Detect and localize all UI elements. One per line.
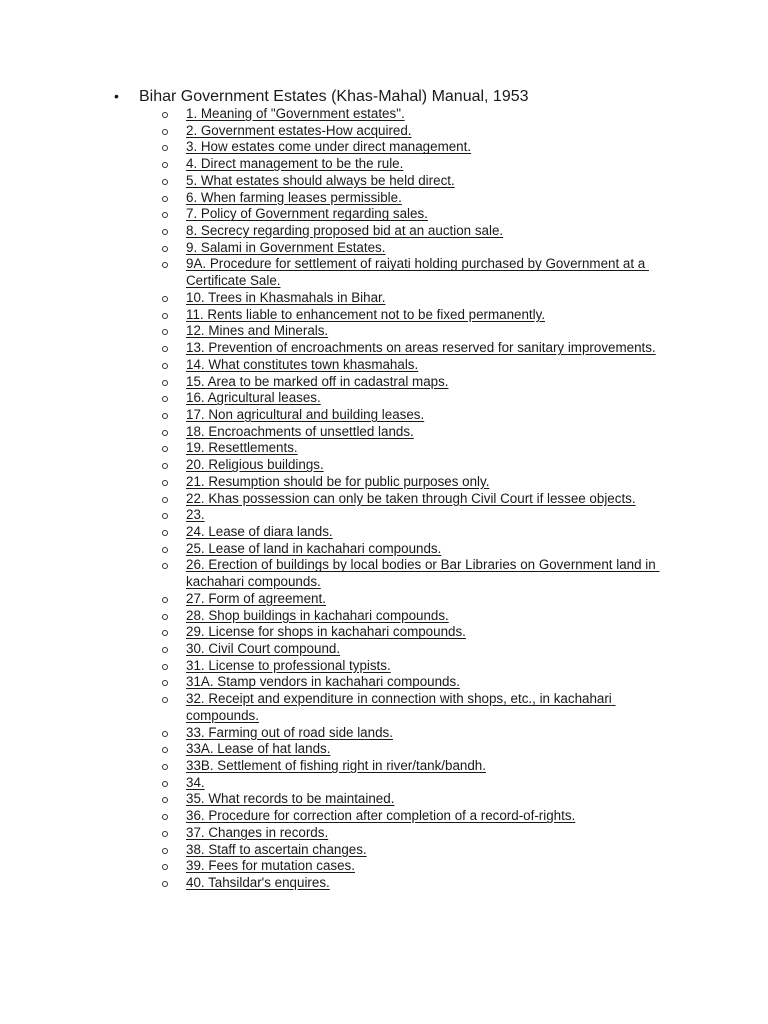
list-item (160, 791, 680, 808)
section-link[interactable]: 18. Encroachments of unsettled lands. (186, 423, 414, 439)
circle-bullet-icon (162, 848, 168, 854)
circle-bullet-icon (162, 497, 168, 503)
list-item (160, 524, 680, 541)
circle-bullet-icon (162, 446, 168, 452)
circle-bullet-icon (162, 346, 168, 352)
section-link[interactable]: 33A. Lease of hat lands. (186, 741, 331, 757)
circle-bullet-icon (162, 262, 168, 268)
list-item (160, 591, 680, 608)
circle-bullet-icon (162, 747, 168, 753)
list-item (160, 875, 680, 892)
section-link[interactable]: 40. Tahsildar's enquires. (186, 875, 330, 891)
circle-bullet-icon (162, 329, 168, 335)
section-link[interactable]: 25. Lease of land in kachahari compounds. (186, 540, 442, 556)
circle-bullet-icon (162, 145, 168, 151)
section-link[interactable]: 34. (186, 774, 205, 790)
section-link[interactable]: 22. Khas possession can only be taken through Civil Court if lessee objects. (186, 490, 636, 506)
section-link[interactable]: 5. What estates should always be held direct. (186, 172, 455, 188)
list-item (160, 156, 680, 173)
circle-bullet-icon (162, 781, 168, 787)
list-item (160, 374, 680, 391)
section-link[interactable]: 8. Secrecy regarding proposed bid at an auction sale. (186, 223, 504, 239)
list-item (160, 808, 680, 825)
list-item (160, 240, 680, 257)
list-item (160, 390, 680, 407)
list-item (160, 491, 680, 508)
section-link[interactable]: 27. Form of agreement. (186, 590, 326, 606)
circle-bullet-icon (162, 463, 168, 469)
list-item (160, 139, 680, 156)
list-item (160, 825, 680, 842)
section-link[interactable]: 37. Changes in records. (186, 824, 329, 840)
section-link[interactable]: 7. Policy of Government regarding sales. (186, 206, 428, 222)
circle-bullet-icon (162, 881, 168, 887)
section-link[interactable]: 26. Erection of buildings by local bodies or Bar Libraries on Government land in kachahari compounds. (186, 557, 660, 590)
bullet-icon: • (114, 88, 119, 104)
list-item (160, 457, 680, 474)
section-link[interactable]: 10. Trees in Khasmahals in Bihar. (186, 289, 386, 305)
circle-bullet-icon (162, 229, 168, 235)
circle-bullet-icon (162, 363, 168, 369)
list-item (160, 674, 680, 691)
section-link[interactable]: 20. Religious buildings. (186, 457, 324, 473)
section-link[interactable]: 3. How estates come under direct management. (186, 139, 472, 155)
section-link[interactable]: 21. Resumption should be for public purposes only. (186, 473, 490, 489)
circle-bullet-icon (162, 296, 168, 302)
section-link[interactable]: 9. Salami in Government Estates. (186, 239, 386, 255)
section-link[interactable]: 6. When farming leases permissible. (186, 189, 402, 205)
list-item (160, 357, 680, 374)
section-link[interactable]: 39. Fees for mutation cases. (186, 858, 355, 874)
section-link[interactable]: 33B. Settlement of fishing right in river/tank/bandh. (186, 758, 486, 774)
circle-bullet-icon (162, 731, 168, 737)
section-link[interactable]: 19. Resettlements. (186, 440, 298, 456)
circle-bullet-icon (162, 864, 168, 870)
list-item (160, 474, 680, 491)
list-item (160, 741, 680, 758)
circle-bullet-icon (162, 647, 168, 653)
list-item (160, 858, 680, 875)
circle-bullet-icon (162, 764, 168, 770)
section-link[interactable]: 16. Agricultural leases. (186, 390, 321, 406)
list-item (160, 190, 680, 207)
list-item (160, 123, 680, 140)
circle-bullet-icon (162, 430, 168, 436)
list-item (160, 691, 680, 724)
circle-bullet-icon (162, 212, 168, 218)
section-link[interactable]: 36. Procedure for correction after completion of a record-of-rights. (186, 808, 576, 824)
section-link[interactable]: 17. Non agricultural and building leases. (186, 406, 425, 422)
list-item (160, 608, 680, 625)
list-item (160, 323, 680, 340)
section-link[interactable]: 2. Government estates-How acquired. (186, 122, 412, 138)
circle-bullet-icon (162, 129, 168, 135)
list-item (160, 658, 680, 675)
circle-bullet-icon (162, 179, 168, 185)
section-link[interactable]: 32. Receipt and expenditure in connection with shops, etc., in kachahari compounds. (186, 691, 616, 723)
section-link[interactable]: 35. What records to be maintained. (186, 791, 395, 807)
circle-bullet-icon (162, 162, 168, 168)
list-item (160, 541, 680, 558)
list-item (160, 557, 680, 590)
circle-bullet-icon (162, 630, 168, 636)
section-link[interactable]: 30. Civil Court compound. (186, 641, 341, 656)
section-link[interactable]: 29. License for shops in kachahari compounds. (186, 624, 466, 640)
section-link[interactable]: 23. (186, 507, 205, 523)
circle-bullet-icon (162, 597, 168, 603)
list-item (160, 173, 680, 190)
section-link[interactable]: 4. Direct management to be the rule. (186, 156, 404, 172)
section-link[interactable]: 9A. Procedure for settlement of raiyati holding purchased by Government at a Certificate Sale. (186, 256, 649, 289)
circle-bullet-icon (162, 380, 168, 386)
list-item (160, 307, 680, 324)
section-link[interactable]: 38. Staff to ascertain changes. (186, 841, 367, 857)
circle-bullet-icon (162, 313, 168, 319)
list-item (160, 725, 680, 742)
section-link[interactable]: 14. What constitutes town khasmahals. (186, 356, 419, 372)
section-link[interactable]: 24. Lease of diara lands. (186, 523, 333, 539)
circle-bullet-icon (162, 513, 168, 519)
circle-bullet-icon (162, 814, 168, 820)
section-link[interactable]: 33. Farming out of road side lands. (186, 724, 393, 740)
section-link[interactable]: 28. Shop buildings in kachahari compounds. (186, 607, 449, 623)
circle-bullet-icon (162, 547, 168, 553)
list-item (160, 842, 680, 859)
list-item (160, 641, 680, 658)
circle-bullet-icon (162, 664, 168, 670)
circle-bullet-icon (162, 697, 168, 703)
section-link[interactable]: 31. License to professional typists. (186, 657, 391, 673)
circle-bullet-icon (162, 831, 168, 837)
list-item (160, 624, 680, 641)
circle-bullet-icon (162, 530, 168, 536)
page-title: Bihar Government Estates (Khas-Mahal) Manual, 1953 (139, 88, 529, 105)
list-item (160, 223, 680, 240)
circle-bullet-icon (162, 614, 168, 620)
section-link[interactable]: 13. Prevention of encroachments on areas reserved for sanitary improvements. (186, 340, 656, 356)
section-list (160, 106, 680, 892)
list-item (160, 206, 680, 223)
section-link[interactable]: 12. Mines and Minerals. (186, 323, 329, 339)
list-item (160, 290, 680, 307)
list-item (160, 440, 680, 457)
circle-bullet-icon (162, 563, 168, 569)
circle-bullet-icon (162, 196, 168, 202)
circle-bullet-icon (162, 396, 168, 402)
section-link[interactable]: 1. Meaning of "Government estates". (186, 106, 405, 121)
circle-bullet-icon (162, 680, 168, 686)
list-item (160, 106, 680, 123)
list-item (160, 424, 680, 441)
section-link[interactable]: 11. Rents liable to enhancement not to be fixed permanently. (186, 306, 546, 322)
list-item (160, 407, 680, 424)
list-item (160, 507, 680, 524)
circle-bullet-icon (162, 797, 168, 803)
list-item (160, 340, 680, 357)
circle-bullet-icon (162, 112, 168, 118)
section-link[interactable]: 15. Area to be marked off in cadastral maps. (186, 373, 449, 389)
circle-bullet-icon (162, 246, 168, 252)
list-item (160, 775, 680, 792)
circle-bullet-icon (162, 480, 168, 486)
section-link[interactable]: 31A. Stamp vendors in kachahari compounds. (186, 674, 460, 690)
circle-bullet-icon (162, 413, 168, 419)
list-item (160, 256, 680, 289)
list-item (160, 758, 680, 775)
